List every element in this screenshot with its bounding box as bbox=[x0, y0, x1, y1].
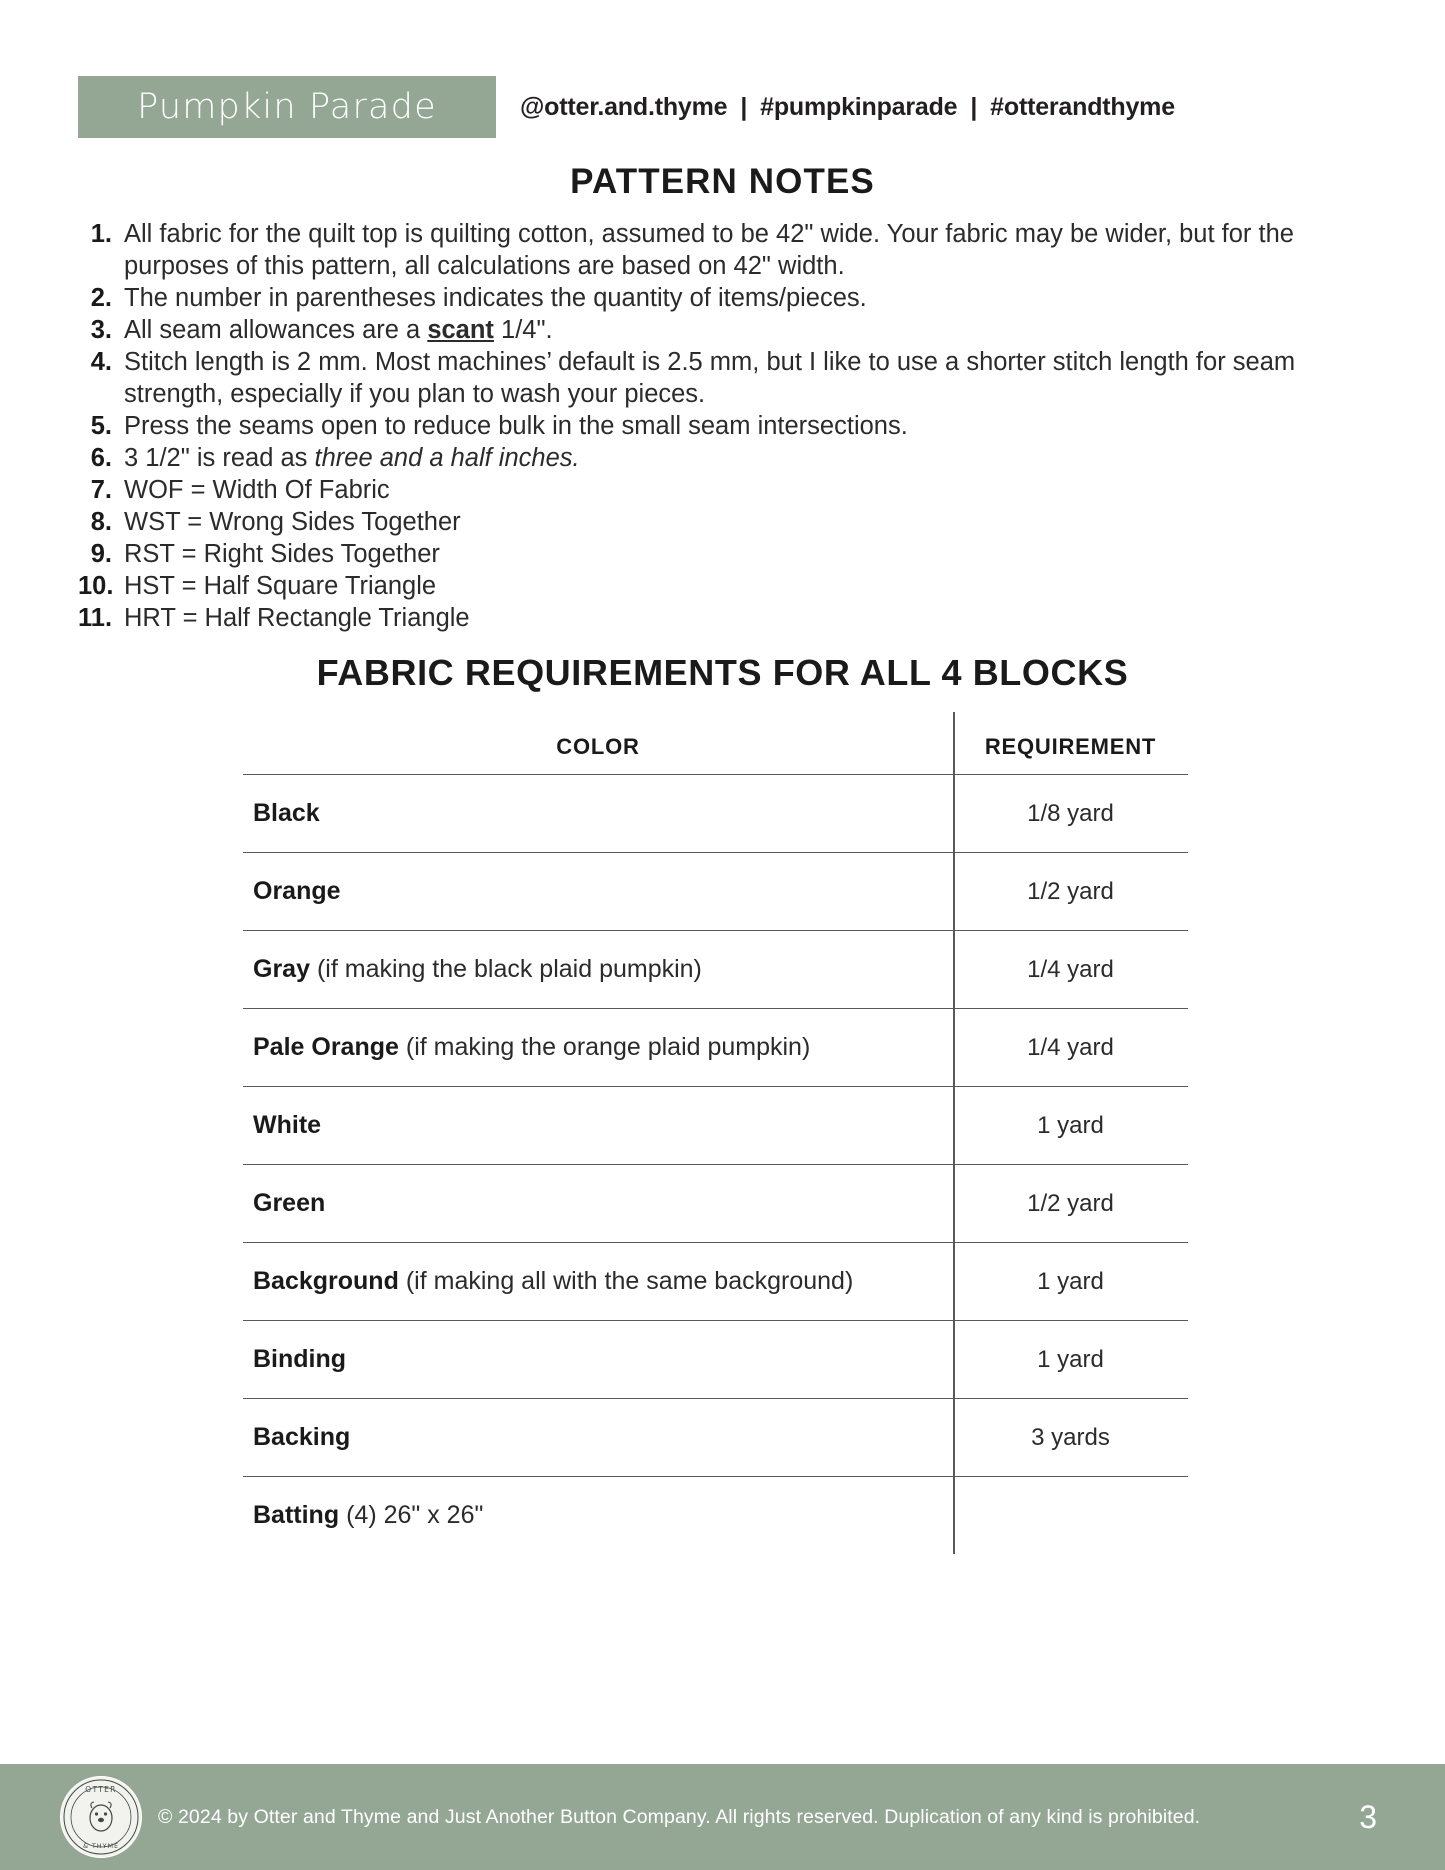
cell-color bbox=[253, 853, 341, 930]
pattern-note-number: 5. bbox=[90, 412, 112, 440]
pattern-note-item bbox=[78, 346, 1368, 410]
pattern-note-number: 8. bbox=[90, 508, 112, 536]
pattern-note-number: 2. bbox=[90, 284, 112, 312]
fabric-requirements-heading: FABRIC REQUIREMENTS FOR ALL 4 BLOCKS bbox=[316, 652, 1129, 693]
cell-requirement: 1/4 yard bbox=[1027, 1033, 1114, 1061]
color-description: (if making the orange plaid pumpkin) bbox=[405, 1033, 811, 1061]
cell-color bbox=[253, 1399, 350, 1476]
table-row bbox=[243, 774, 1188, 852]
pattern-note-item bbox=[78, 474, 1368, 506]
page-footer bbox=[0, 1764, 1445, 1870]
pattern-note-number: 9. bbox=[90, 540, 112, 568]
color-description: (if making the black plaid pumpkin) bbox=[316, 955, 702, 983]
table-row bbox=[243, 1320, 1188, 1398]
color-name: Backing bbox=[253, 1423, 351, 1451]
svg-text:& THYME: & THYME bbox=[83, 1842, 119, 1850]
pattern-note-text: WST = Wrong Sides Together bbox=[124, 508, 461, 536]
cell-requirement bbox=[953, 1477, 1188, 1554]
social-handles bbox=[520, 76, 1175, 138]
color-description: (4) 26" x 26" bbox=[346, 1501, 484, 1529]
cell-color bbox=[253, 775, 320, 852]
pattern-note-number: 10. bbox=[78, 572, 114, 600]
cell-requirement: 1 yard bbox=[1037, 1267, 1104, 1295]
pattern-note-text: All seam allowances are a scant 1/4". bbox=[124, 316, 553, 344]
pattern-note-number: 7. bbox=[90, 476, 112, 504]
pattern-note-text: HRT = Half Rectangle Triangle bbox=[124, 604, 470, 632]
cell-color bbox=[253, 1165, 325, 1242]
pattern-note-item bbox=[78, 410, 1368, 442]
table-header-row bbox=[243, 712, 1188, 774]
cell-requirement: 1 yard bbox=[1037, 1345, 1104, 1373]
table-row bbox=[243, 1242, 1188, 1320]
pattern-note-item bbox=[78, 282, 1368, 314]
pattern-note-text: Stitch length is 2 mm. Most machines’ default is 2.5 mm, but I like to use a shorter stitch length for seam strength, especially if you plan to wash your pieces. bbox=[124, 348, 1296, 408]
cell-requirement: 1/2 yard bbox=[1027, 877, 1114, 905]
table-row bbox=[243, 852, 1188, 930]
pattern-note-text: RST = Right Sides Together bbox=[124, 540, 440, 568]
color-name: Background bbox=[253, 1267, 399, 1295]
color-name: Black bbox=[253, 799, 320, 827]
pattern-note-text: The number in parentheses indicates the quantity of items/pieces. bbox=[124, 284, 867, 312]
pattern-note-text: HST = Half Square Triangle bbox=[124, 572, 437, 600]
table-body bbox=[243, 774, 1188, 1554]
pattern-note-number: 1. bbox=[90, 220, 112, 248]
color-name: Binding bbox=[253, 1345, 347, 1373]
cell-requirement: 1 yard bbox=[1037, 1111, 1104, 1139]
color-description: (if making all with the same background) bbox=[405, 1267, 854, 1295]
pattern-note-text: 3 1/2" is read as three and a half inches. bbox=[124, 444, 580, 472]
table-row bbox=[243, 1476, 1188, 1554]
handle-separator-1: | bbox=[740, 92, 748, 121]
cell-color bbox=[253, 931, 702, 1008]
pattern-title: Pumpkin Parade bbox=[137, 87, 437, 127]
table-row bbox=[243, 1008, 1188, 1086]
pattern-note-number: 4. bbox=[90, 348, 112, 376]
color-name: Gray bbox=[253, 955, 310, 983]
color-name: White bbox=[253, 1111, 322, 1139]
pattern-note-item bbox=[78, 538, 1368, 570]
handle-instagram: @otter.and.thyme bbox=[520, 92, 728, 121]
otter-and-thyme-logo bbox=[60, 1776, 142, 1858]
cell-requirement: 1/4 yard bbox=[1027, 955, 1114, 983]
hashtag-otterandthyme: #otterandthyme bbox=[990, 92, 1175, 121]
pattern-note-item bbox=[78, 442, 1368, 474]
pattern-title-band bbox=[78, 76, 496, 138]
cell-color bbox=[253, 1321, 346, 1398]
color-name: Pale Orange bbox=[253, 1033, 399, 1061]
pattern-note-item bbox=[78, 218, 1368, 282]
pattern-note-item bbox=[78, 506, 1368, 538]
pattern-note-text: All fabric for the quilt top is quilting cotton, assumed to be 42" wide. Your fabric may be wider, but for the purposes of this pattern, all calculations are based on 42" width. bbox=[124, 220, 1294, 280]
handle-separator-2: | bbox=[970, 92, 978, 121]
pattern-note-item bbox=[78, 570, 1368, 602]
pattern-note-number: 6. bbox=[90, 444, 112, 472]
fabric-requirements-table bbox=[243, 712, 1188, 1554]
pattern-note-text: Press the seams open to reduce bulk in the small seam intersections. bbox=[124, 412, 908, 440]
svg-text:OTTER: OTTER bbox=[85, 1785, 117, 1794]
copyright-text: © 2024 by Otter and Thyme and Just Another Button Company. All rights reserved. Duplication of any kind is prohibited. bbox=[158, 1805, 1201, 1828]
cell-requirement: 1/2 yard bbox=[1027, 1189, 1114, 1217]
cell-color bbox=[253, 1087, 321, 1164]
page-header bbox=[0, 76, 1445, 138]
pattern-notes-heading: PATTERN NOTES bbox=[570, 162, 875, 201]
table-row bbox=[243, 1398, 1188, 1476]
pattern-note-number: 11. bbox=[78, 604, 113, 632]
pattern-note-item bbox=[78, 314, 1368, 346]
cell-color bbox=[253, 1009, 810, 1086]
pattern-note-text: WOF = Width Of Fabric bbox=[124, 476, 390, 504]
color-name: Batting bbox=[253, 1501, 340, 1529]
column-header-color: COLOR bbox=[556, 734, 640, 759]
cell-color bbox=[253, 1477, 483, 1554]
color-name: Orange bbox=[253, 877, 341, 905]
color-name: Green bbox=[253, 1189, 326, 1217]
pattern-note-item bbox=[78, 602, 1368, 634]
column-header-requirement: REQUIREMENT bbox=[984, 734, 1157, 759]
page-number: 3 bbox=[1359, 1798, 1377, 1835]
cell-requirement: 3 yards bbox=[1031, 1423, 1110, 1451]
cell-color bbox=[253, 1243, 853, 1320]
pattern-notes-list bbox=[78, 218, 1368, 634]
table-row bbox=[243, 930, 1188, 1008]
table-row bbox=[243, 1164, 1188, 1242]
cell-requirement: 1/8 yard bbox=[1027, 799, 1114, 827]
hashtag-pumpkinparade: #pumpkinparade bbox=[760, 92, 958, 121]
pattern-note-number: 3. bbox=[90, 316, 112, 344]
table-row bbox=[243, 1086, 1188, 1164]
